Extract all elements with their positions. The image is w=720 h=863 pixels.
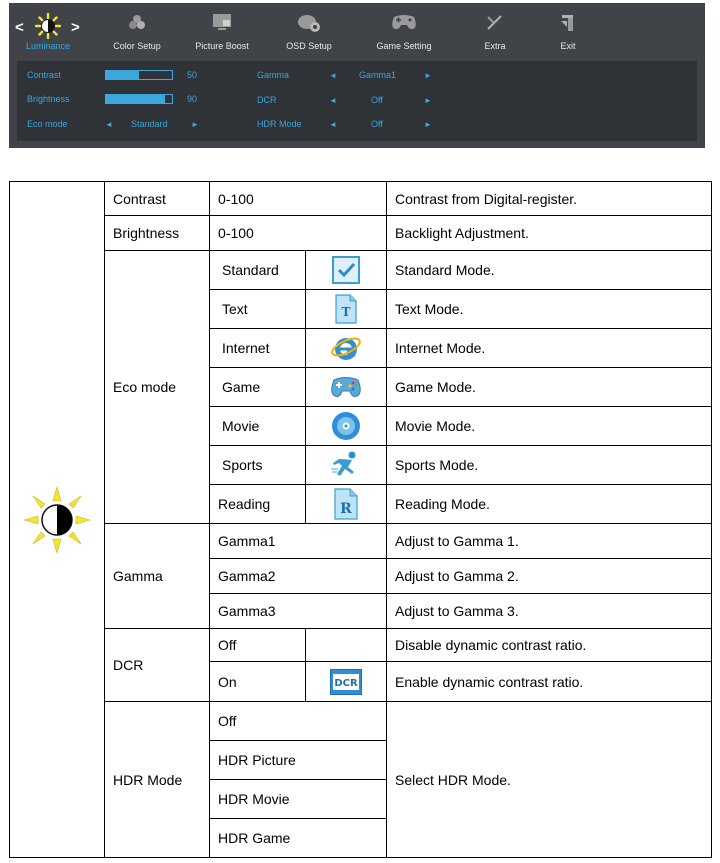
gamepad-icon: [306, 368, 386, 406]
eco-option-name: Sports: [222, 457, 263, 473]
dcr-icon-text: DCR: [334, 677, 358, 689]
movie-disc-icon: [306, 407, 386, 445]
tab-label: Extra: [484, 41, 506, 51]
hdr-desc: Select HDR Mode.: [395, 771, 511, 788]
dcr-prev-arrow[interactable]: ◄: [329, 96, 337, 105]
eco-option-desc: Game Mode.: [395, 379, 476, 395]
tab-picture-boost[interactable]: [189, 3, 255, 59]
osd-next-arrow[interactable]: >: [71, 19, 80, 36]
eco-mode-next-arrow[interactable]: ►: [191, 120, 199, 129]
tab-exit[interactable]: [549, 3, 587, 59]
row-range-brightness: 0-100: [218, 225, 254, 241]
row-range-contrast: 0-100: [218, 190, 254, 207]
dcr-option-name: Off: [218, 637, 237, 653]
extra-icon: [485, 13, 505, 36]
gamepad-icon: [390, 13, 418, 36]
eco-option-name: Game: [222, 379, 261, 395]
hdr-mode-value: Off: [371, 119, 383, 129]
tab-label: Luminance: [25, 41, 71, 51]
exit-icon: [559, 13, 577, 38]
hdr-option-name: HDR Game: [218, 830, 291, 846]
hdr-option-name: HDR Movie: [218, 791, 290, 807]
color-setup-icon: [128, 13, 146, 36]
reading-doc-icon: [306, 485, 386, 523]
row-item-hdr-mode: HDR Mode: [113, 771, 183, 788]
eco-option-desc: Reading Mode.: [395, 496, 490, 512]
eco-option-desc: Standard Mode.: [395, 262, 495, 278]
contrast-label: Contrast: [27, 70, 62, 80]
hdr-mode-label: HDR Mode: [257, 119, 302, 129]
row-item-brightness: Brightness: [113, 225, 180, 241]
brightness-slider-fill: [106, 95, 165, 103]
tab-label: Exit: [560, 41, 576, 51]
gamma-option-name: Gamma3: [218, 603, 276, 619]
brightness-slider[interactable]: [105, 94, 173, 104]
eco-option-desc: Movie Mode.: [395, 418, 476, 434]
osd-settings-area: [17, 61, 697, 141]
dcr-option-desc: Disable dynamic contrast ratio.: [395, 637, 587, 653]
dcr-label: DCR: [257, 95, 277, 105]
row-item-contrast: Contrast: [113, 190, 166, 207]
gamma-option-name: Gamma2: [218, 568, 276, 584]
sun-contrast-icon: [35, 13, 61, 44]
osd-setup-icon: [297, 13, 321, 38]
eco-option-name: Standard: [222, 262, 279, 278]
row-item-gamma: Gamma: [113, 568, 163, 584]
brightness-value: 90: [187, 94, 198, 104]
svg-text:R: R: [340, 501, 352, 517]
eco-option-name: Reading: [218, 496, 271, 512]
hdr-mode-prev-arrow[interactable]: ◄: [329, 120, 337, 129]
picture-boost-icon: [212, 13, 232, 36]
dcr-next-arrow[interactable]: ►: [424, 96, 432, 105]
sports-runner-icon: [306, 446, 386, 484]
gamma-option-desc: Adjust to Gamma 1.: [395, 533, 519, 549]
contrast-value: 50: [187, 70, 198, 80]
text-doc-icon: [306, 290, 386, 328]
row-desc-contrast: Contrast from Digital-register.: [395, 190, 578, 207]
tab-color-setup[interactable]: [107, 3, 167, 59]
eco-option-name: Movie: [222, 418, 260, 434]
tab-game-setting[interactable]: [369, 3, 439, 59]
tab-extra[interactable]: [475, 3, 515, 59]
osd-tab-bar: [9, 3, 705, 59]
gamma-option-name: Gamma1: [218, 533, 276, 549]
tab-label: OSD Setup: [286, 41, 332, 51]
checkmark-icon: [306, 251, 386, 289]
gamma-option-desc: Adjust to Gamma 2.: [395, 568, 519, 584]
gamma-value: Gamma1: [359, 70, 397, 80]
eco-option-name: Internet: [222, 340, 270, 356]
hdr-option-name: Off: [218, 713, 237, 729]
eco-mode-value: Standard: [131, 119, 168, 129]
tab-label: Game Setting: [376, 41, 432, 51]
gamma-prev-arrow[interactable]: ◄: [329, 71, 337, 80]
tab-osd-setup[interactable]: [279, 3, 339, 59]
gamma-option-desc: Adjust to Gamma 3.: [395, 603, 519, 619]
gamma-label: Gamma: [257, 70, 290, 80]
eco-mode-prev-arrow[interactable]: ◄: [105, 120, 113, 129]
hdr-option-name: HDR Picture: [218, 752, 296, 768]
osd-panel: [9, 3, 705, 148]
row-item-dcr: DCR: [113, 657, 144, 673]
svg-text:T: T: [341, 305, 351, 319]
tab-label: Picture Boost: [195, 41, 249, 51]
luminance-settings-table: [9, 181, 712, 858]
hdr-mode-next-arrow[interactable]: ►: [424, 120, 432, 129]
eco-mode-label: Eco mode: [27, 119, 68, 129]
tab-label: Color Setup: [113, 41, 161, 51]
eco-option-desc: Sports Mode.: [395, 457, 479, 473]
contrast-slider[interactable]: [105, 70, 173, 80]
eco-option-desc: Text Mode.: [395, 301, 464, 317]
dcr-icon: [306, 662, 386, 701]
dcr-value: Off: [371, 95, 383, 105]
eco-option-name: Text: [222, 301, 248, 317]
gamma-next-arrow[interactable]: ►: [424, 71, 432, 80]
tab-luminance[interactable]: [19, 3, 77, 59]
row-desc-brightness: Backlight Adjustment.: [395, 225, 529, 241]
dcr-option-desc: Enable dynamic contrast ratio.: [395, 673, 584, 690]
brightness-label: Brightness: [27, 94, 70, 104]
eco-option-desc: Internet Mode.: [395, 340, 486, 356]
sun-contrast-icon: [10, 182, 104, 857]
contrast-slider-fill: [106, 71, 139, 79]
internet-icon: [306, 329, 386, 367]
osd-prev-arrow[interactable]: <: [15, 19, 24, 36]
row-item-eco-mode: Eco mode: [113, 379, 177, 395]
dcr-option-name: On: [218, 673, 237, 690]
